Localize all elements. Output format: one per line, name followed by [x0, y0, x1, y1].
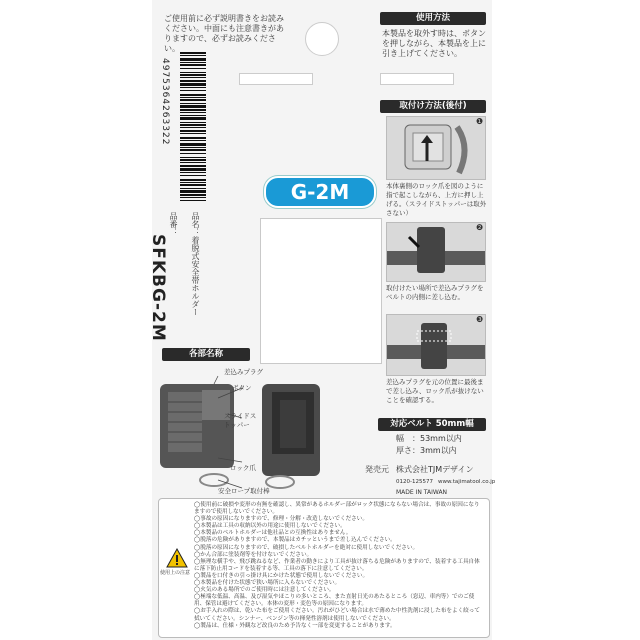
- holder-back-photo: [262, 384, 320, 488]
- product-code-value: SFKBG-2M: [148, 234, 168, 342]
- caution-item: ◯かん合部に塗装剤等を付けないでください。: [194, 551, 313, 558]
- parts-header: 各部名称: [162, 348, 250, 361]
- part-label-rope-bar: 安全ロープ取付棒: [218, 487, 270, 495]
- product-code: [168, 212, 179, 236]
- step1-num: ❶: [476, 117, 484, 126]
- made-in: MADE IN TAIWAN: [396, 489, 448, 496]
- caution-item: ◯製品は、仕様・外観など改良のため予告なく一部を変更することがあります。: [194, 622, 396, 629]
- caution-item: ◯脱落の危険がありますので、本製品はカチッというまで差し込んでください。: [194, 537, 396, 544]
- step1-image: [386, 116, 486, 180]
- step3-image: [386, 314, 486, 376]
- product-name: [190, 212, 201, 316]
- maker-phone: 0120-125577: [396, 479, 433, 485]
- maker-label: 発売元: [365, 465, 389, 474]
- step3-text: 差込みプラグを元の位置に最後まで差し込み、ロック爪が抜けないことを確認する。: [386, 378, 484, 404]
- step2-text: 取付けたい場所で差込みプラグをベルトの内側に差し込む。: [386, 284, 484, 301]
- caution-item: ◯製品を口付きの引っ掛け具にかけた状態で使用しないでください。: [194, 572, 369, 579]
- warning-icon: [166, 548, 188, 568]
- caution-item: ◯事故の原因になりますので、修理・分解・改造しないでください。: [194, 516, 368, 523]
- part-label-button: ボタン: [232, 384, 252, 392]
- caution-item: ◯本製品のベルトホルダーは他社品との互換性はありません。: [194, 530, 352, 537]
- belt-width: 幅 ：53mm以内: [396, 434, 462, 443]
- usage-text: 本製品を取外す時は、ボタンを押しながら、本製品を上に引き上げてください。: [382, 29, 486, 58]
- belt-header: 対応ベルト 50mm幅: [378, 418, 486, 431]
- cautions-list: [194, 502, 484, 630]
- maker-name: 株式会社TJMデザイン: [396, 465, 474, 474]
- package-card: [148, 0, 496, 640]
- caution-item: ◯脱落の原因になりますので、破損したベルトホルダーを絶対に使用しないでください。: [194, 544, 419, 551]
- caution-item: ◯極端な低温、高温、及び湿気やほこりの多いところ、また直射日光のあたるところ（窓辺、車内等）でのご使用、保管は避けてください。本体の変形・変色等の原因になります。: [194, 594, 475, 608]
- caution-item: ◯無理な横手や、飛び跳ねるなど、作業者の動きにより工具が抜け落ちる危険がありますので、装着する工具自体に落下防止用コードを装着する等、工具の落下に注意してください。: [194, 558, 480, 572]
- warning-icon-label: 使用上の注意: [160, 570, 191, 576]
- barcode: [180, 52, 206, 202]
- product-code-label: 品番：: [169, 212, 178, 236]
- part-label-lock-claw: ロック爪: [230, 464, 256, 472]
- step3-num: ❸: [476, 315, 484, 324]
- slot-right: [380, 73, 454, 85]
- belt-thickness: 厚さ：3mm以内: [396, 446, 457, 455]
- product-window: [260, 218, 382, 364]
- caution-item: ◯本製品は工具の収納以外の用途に使用しないでください。: [194, 523, 346, 530]
- barcode-digits: 4975364263322: [160, 58, 170, 146]
- usage-header: 使用方法: [380, 12, 486, 25]
- mounting-header: 取付け方法(後付): [380, 100, 486, 113]
- holder-front-photo: [160, 384, 234, 486]
- caution-item: ◯本製品を付けた状態で狭い場所に入らないでください。: [194, 580, 341, 587]
- product-name-value: 着脱式安全帯ホルダー: [191, 236, 200, 316]
- hang-hole: [305, 22, 339, 56]
- maker-web: www.tajimatool.co.jp: [438, 479, 496, 485]
- slot-left: [239, 73, 313, 85]
- step1-text: 本体裏側のロック爪を図のように指で起こしながら、上方に押し上げる。（スライドストッパーは取外さない）: [386, 182, 487, 217]
- caution-item: ◯使用前に破損や変形の有無を確認し、異常があるホルダー部がロック状態にならない場合は、事故の原因になりますので使用しないでください。: [194, 502, 480, 516]
- caution-item: ◯お手入れの際は、乾いた布をご使用ください。汚れがひどい場合は水で薄めた中性洗剤に浸した布をよく絞って拭いてください。シンナー、ベンジン等の揮発性溶剤は使用しないでください。: [194, 608, 480, 622]
- part-label-slide-stopper: スライドストッパー: [224, 412, 257, 429]
- product-name-label: 品名：: [191, 212, 200, 236]
- step2-num: ❷: [476, 223, 484, 232]
- model-badge: G-2M: [264, 176, 376, 208]
- top-notice: ご使用前に必ず説明書きをお読みください。中面にも注意書きがありますので、必ずお読みください。: [164, 14, 284, 53]
- step2-image: [386, 222, 486, 282]
- part-label-plug: 差込みプラグ: [224, 368, 263, 376]
- caution-item: ◯火気のある場所でのご使用時には注意してください。: [194, 587, 335, 594]
- parts-diagram: [158, 362, 358, 494]
